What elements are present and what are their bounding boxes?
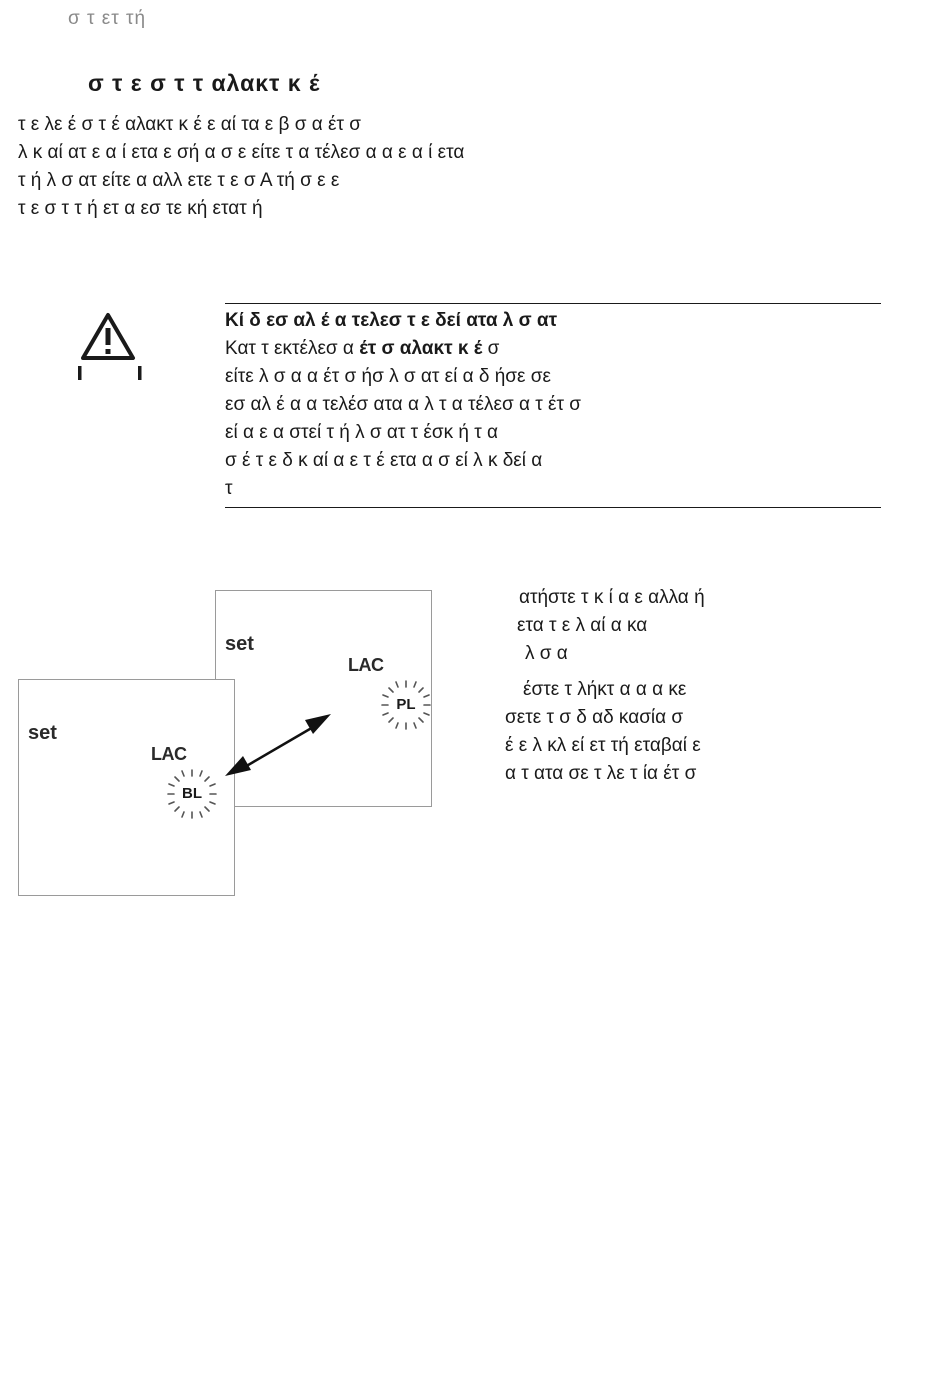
warning-text: σ — [482, 338, 500, 359]
display-set-label: set — [225, 633, 254, 655]
intro-line: λ κ αί ατ ε α ί ετα ε σή α σ ε είτε τ α τέλεσ α α ε α ί ετα — [18, 142, 465, 163]
intro-line: τ ή λ σ ατ είτε α αλλ ετε τ ε σ Α τή σ ε ε — [18, 170, 340, 191]
section-title: σ τ ε σ τ τ αλακτ κ έ — [88, 70, 321, 96]
display-set-label: set — [28, 722, 57, 744]
blinking-indicator-icon — [164, 766, 220, 822]
warning-line: τ — [225, 478, 233, 499]
step-line: σετε τ σ δ αδ κασία σ — [505, 707, 684, 728]
step-line: έ ε λ κλ εί ετ τή εταβαί ε — [505, 735, 701, 756]
step-line: α τ ατα σε τ λε τ ία έτ σ — [505, 763, 697, 784]
step-line: λ σ α — [525, 643, 568, 664]
display-lac-label: LAC — [151, 744, 187, 764]
step-line: ατήστε τ κ ί α ε αλλα ή — [519, 587, 705, 608]
warning-line — [225, 335, 881, 363]
warning-bottom-rule — [225, 507, 881, 508]
intro-line: τ ε σ τ τ ή ετ α εσ τε κή ετατ ή — [18, 198, 263, 219]
toggle-arrow-icon — [215, 700, 345, 790]
step-line: ετα τ ε λ αί α κα — [517, 615, 648, 636]
warning-triangle-icon — [76, 312, 144, 384]
display-front-panel — [18, 679, 235, 896]
warning-line: εσ αλ έ α α τελέσ ατα α λ τ α τέλεσ α τ έτ σ — [225, 394, 582, 415]
intro-paragraph — [18, 111, 464, 223]
blinking-indicator-icon — [378, 677, 434, 733]
step-instructions — [505, 584, 925, 788]
warning-text: Κατ τ εκτέλεσ α — [225, 338, 360, 359]
indicator-label: BL — [182, 785, 202, 802]
running-head: σ τ ετ τή — [68, 8, 147, 29]
warning-top-rule — [225, 303, 881, 304]
warning-box — [225, 307, 881, 503]
indicator-label: PL — [396, 696, 416, 713]
warning-line: είτε λ σ α α έτ σ ήσ λ σ ατ εί α δ ήσε σε — [225, 366, 551, 387]
display-lac-label: LAC — [348, 655, 384, 675]
step-line: έστε τ λήκτ α α α κε — [523, 679, 687, 700]
warning-line: εί α ε α στεί τ ή λ σ ατ τ έσκ ή τ α — [225, 422, 499, 443]
warning-title: Κί δ εσ αλ έ α τελεσ τ ε δεί ατα λ σ ατ — [225, 310, 558, 331]
warning-line: σ έ τ ε δ κ αί α ε τ έ ετα α σ εί λ κ δεί α — [225, 450, 543, 471]
intro-line: τ ε λε έ σ τ έ αλακτ κ έ ε αί τα ε β σ α έτ σ — [18, 114, 362, 135]
warning-emphasis: έτ σ αλακτ κ έ — [359, 338, 483, 359]
